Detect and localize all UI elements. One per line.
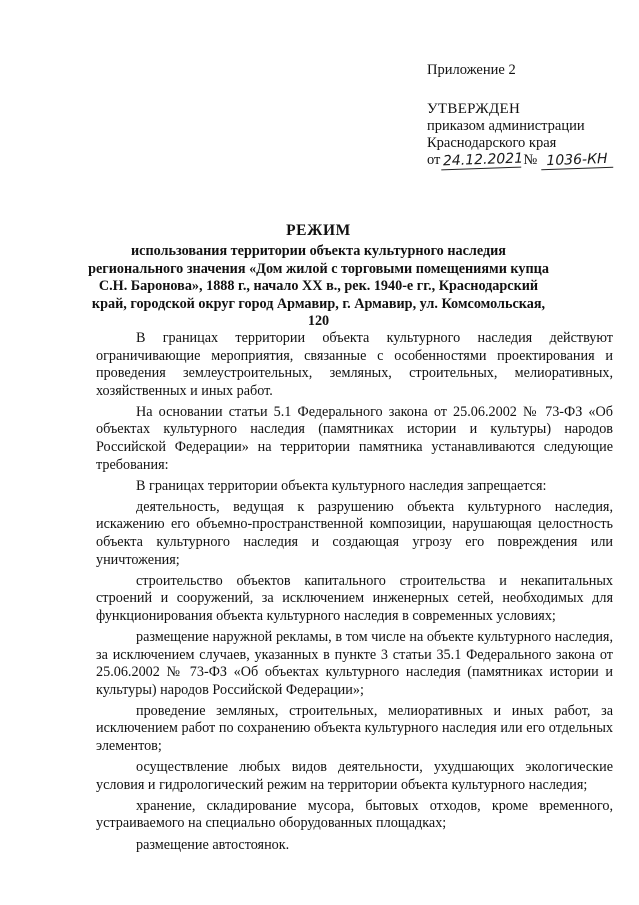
paragraph: хранение, складирование мусора, бытовых отходов, кроме временного, устраиваемого на специально оборудованных площадках; [96, 797, 613, 832]
paragraph: В границах территории объекта культурного наследия действуют ограничивающие мероприятия, связанные с особенностями проектирования и проведения землеустроительных, земляных, строительных, мелиоративных, хозяйственных и иных работ. [96, 330, 613, 399]
paragraph: строительство объектов капитального строительства и некапитальных строений и сооружений, за исключением инженерных сетей, необходимых для функционирования объекта культурного наследия в современных условиях; [96, 572, 613, 624]
paragraph: проведение земляных, строительных, мелиоративных и иных работ, за исключением работ по сохранению объекта культурного наследия или его отдельных элементов; [96, 702, 613, 755]
document-body [96, 330, 613, 858]
handwritten-date: 24.12.2021 [443, 150, 524, 170]
page-title: РЕЖИМ [286, 222, 351, 239]
approval-block [427, 62, 627, 169]
paragraph: размещение наружной рекламы, в том числе на объекте культурного наследия, за исключением случаев, указанных в пункте 3 статьи 35.1 Федерального закона от 25.06.2002 № 73-ФЗ «Об объектах культурного наследия (памятниках истории и культуры) народов Российской Федерации»; [96, 629, 613, 698]
approval-line-1: приказом администрации [427, 118, 585, 134]
approval-line-2: Краснодарского края [427, 135, 557, 151]
approval-date-line [427, 152, 627, 169]
paragraph: осуществление любых видов деятельности, ухудшающих экологические условия и гидрологический режим на территории объекта культурного наследия; [96, 759, 613, 793]
paragraph: деятельность, ведущая к разрушению объекта культурного наследия, искажению его объемно-пространственной композиции, нарушающая целостность объекта культурного наследия и создающая угрозу его повреждения или уничтожения; [96, 498, 613, 568]
paragraph: На основании статьи 5.1 Федерального закона от 25.06.2002 № 73-ФЗ «Об объектах культурного наследия (памятниках истории и культуры) народов Российской Федерации» на территории памятника устанавливаются следующие требования: [96, 403, 613, 473]
date-prefix: от [427, 152, 441, 168]
title-block [86, 222, 551, 331]
approved-heading: УТВЕРЖДЕН [427, 101, 521, 117]
appendix-label: Приложение 2 [427, 62, 516, 78]
paragraph: В границах территории объекта культурного наследия запрещается: [136, 477, 547, 494]
handwritten-number: 1036-КН [541, 152, 614, 171]
paragraph: размещение автостоянок. [136, 836, 290, 853]
number-sign: № [523, 152, 538, 168]
page-subtitle: использования территории объекта культурного наследия регионального значения «Дом жилой с торговыми помещениями купца С.Н. Баронова», 1888 г., начало XX в., рек. 1940-е гг., Краснодарский край, городской округ город Армавир, г. Армавир, ул. Комсомольская, 120 [88, 243, 549, 329]
